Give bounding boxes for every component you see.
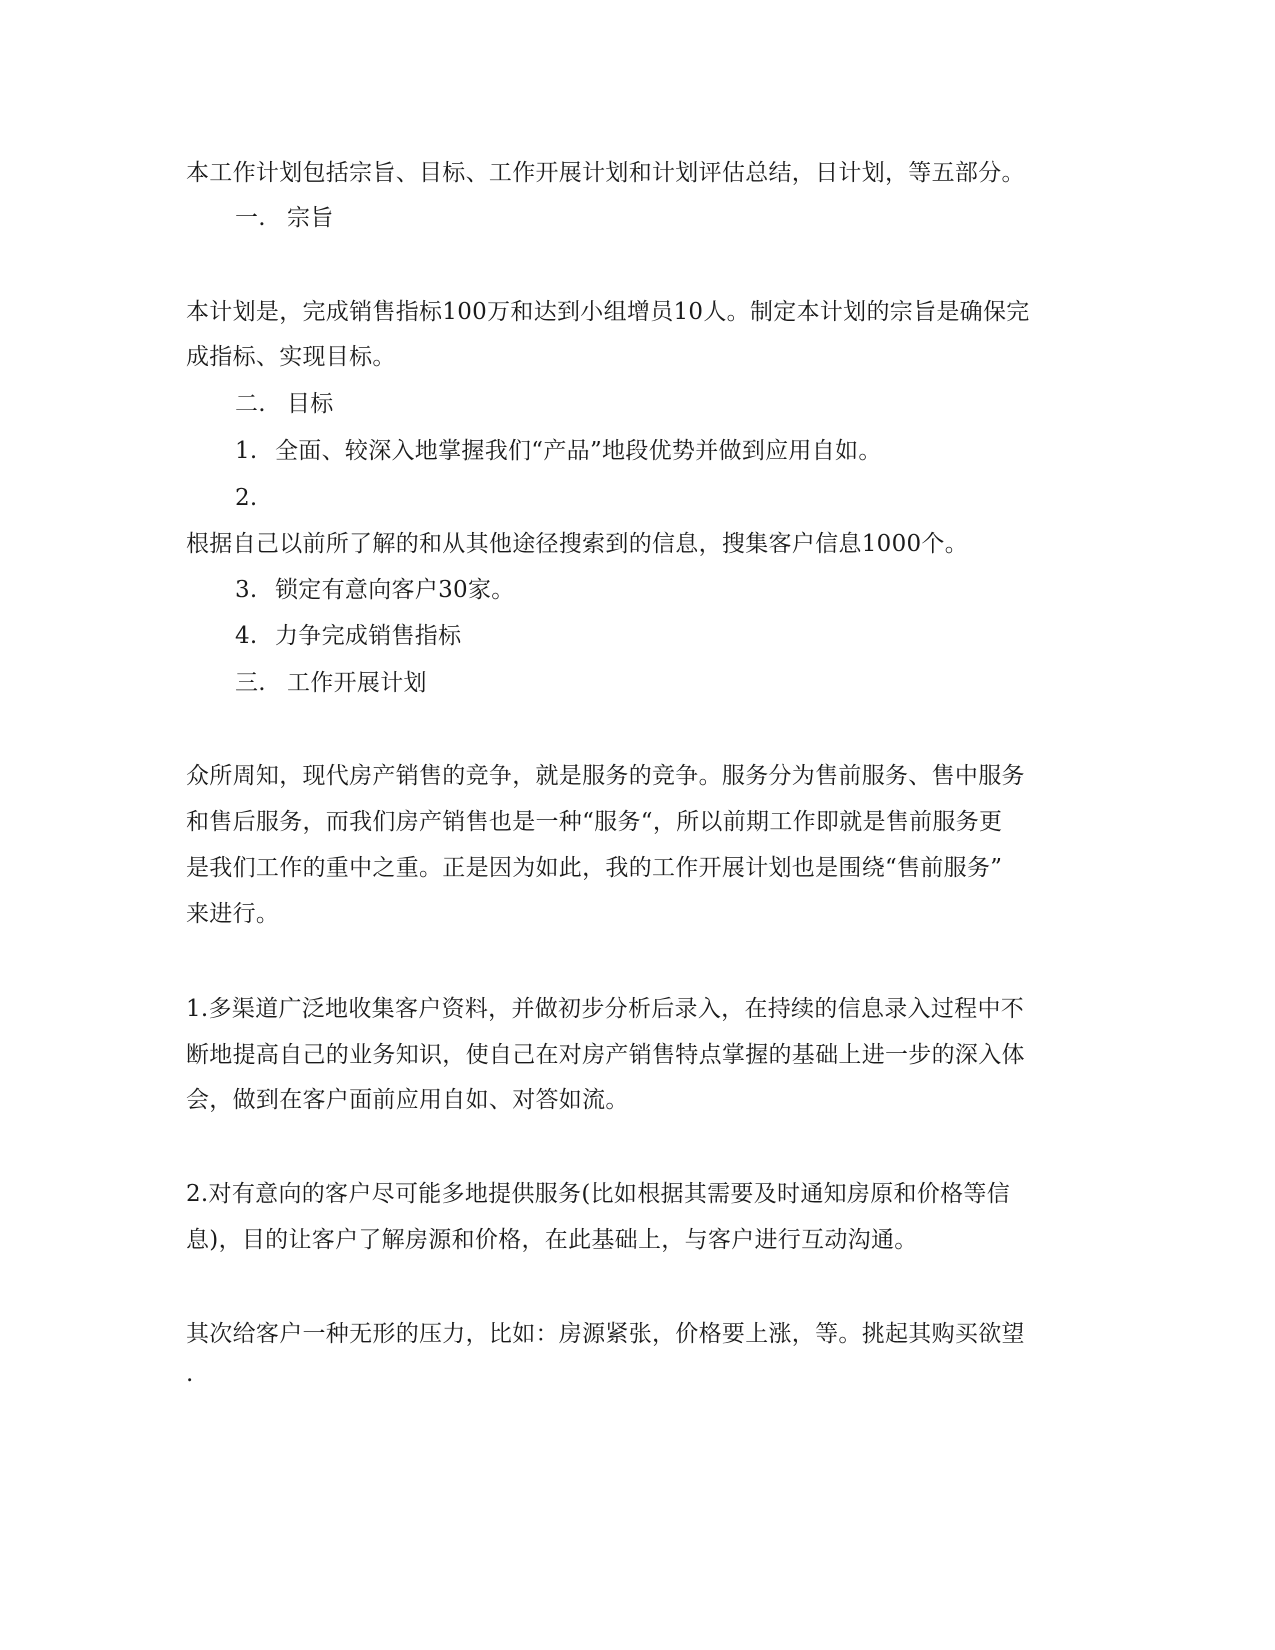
goal-text: 根据自己以前所了解的和从其他途径搜索到的信息，搜集客户信息1000个。 (186, 531, 969, 557)
goal-number: 3. (235, 577, 258, 603)
section-heading-purpose (235, 203, 334, 233)
section-number: 二. (235, 391, 266, 417)
paragraph-line: 1.多渠道广泛地收集客户资料，并做初步分析后录入，在持续的信息录入过程中不 (186, 996, 1025, 1022)
goal-item (235, 575, 515, 605)
goal-number: 4. (235, 623, 258, 649)
goal-text: 锁定有意向客户30家。 (275, 577, 515, 603)
paragraph-line: 息)，目的让客户了解房源和价格，在此基础上，与客户进行互动沟通。 (186, 1227, 918, 1253)
paragraph-line: 2.对有意向的客户尽可能多地提供服务(比如根据其需要及时通知房原和价格等信 (186, 1181, 1011, 1207)
purpose-paragraph-line: 成指标、实现目标。 (186, 344, 396, 370)
intro-paragraph: 本工作计划包括宗旨、目标、工作开展计划和计划评估总结，日计划，等五部分。 (186, 160, 1025, 186)
paragraph-line: 和售后服务，而我们房产销售也是一种“服务“，所以前期工作即就是售前服务更 (186, 809, 1003, 835)
paragraph-line: 会，做到在客户面前应用自如、对答如流。 (186, 1087, 629, 1113)
goal-item (235, 621, 461, 651)
section-title: 宗旨 (287, 205, 334, 231)
paragraph-line: . (186, 1361, 194, 1387)
section-title: 目标 (287, 391, 334, 417)
paragraph-line: 众所周知，现代房产销售的竞争，就是服务的竞争。服务分为售前服务、售中服务 (186, 763, 1025, 789)
paragraph-line: 是我们工作的重中之重。正是因为如此，我的工作开展计划也是围绕“售前服务” (186, 855, 1003, 881)
goal-number: 1. (235, 438, 258, 464)
goal-text: 全面、较深入地掌握我们“产品”地段优势并做到应用自如。 (275, 438, 882, 464)
paragraph-line: 来进行。 (186, 901, 280, 927)
purpose-paragraph-line: 本计划是，完成销售指标100万和达到小组增员10人。制定本计划的宗旨是确保完 (186, 299, 1030, 325)
goal-number: 2. (235, 485, 258, 511)
section-title: 工作开展计划 (287, 670, 427, 696)
goal-item (235, 436, 882, 466)
paragraph-line: 其次给客户一种无形的压力，比如：房源紧张，价格要上涨，等。挑起其购买欲望 (186, 1321, 1025, 1347)
goal-text: 力争完成销售指标 (275, 623, 462, 649)
section-number: 三. (235, 670, 266, 696)
section-number: 一. (235, 205, 266, 231)
paragraph-line: 断地提高自己的业务知识，使自己在对房产销售特点掌握的基础上进一步的深入体 (186, 1042, 1025, 1068)
section-heading-goals (235, 389, 334, 419)
section-heading-work-plan (235, 668, 427, 698)
